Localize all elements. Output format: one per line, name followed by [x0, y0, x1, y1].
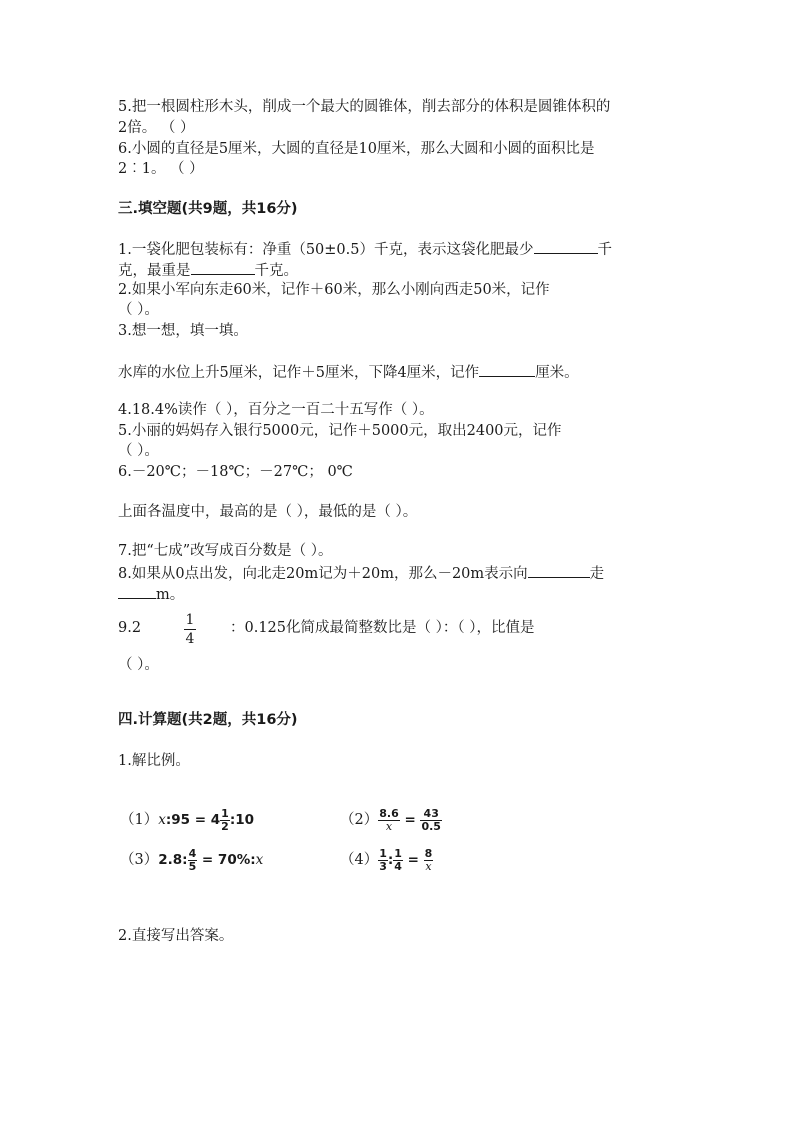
fill-q5-line2: （ ）。 — [118, 443, 159, 459]
equation-text: :95 = 4 — [165, 812, 221, 828]
fraction-denominator: x — [385, 819, 393, 833]
fraction-denominator: 3 — [379, 859, 387, 873]
fill-q6-line1: 6.－20℃；－18℃；－27℃； 0℃ — [118, 464, 353, 480]
calc-q1: 1.解比例。 — [118, 753, 190, 769]
equation-label: （1） — [120, 812, 159, 828]
fill-q1-text-a: 1.一袋化肥包装标有：净重（50±0.5）千克，表示这袋化肥最少 — [118, 242, 534, 258]
fill-q4: 4.18.4%读作（ ），百分之一百二十五写作（ ）。 — [118, 402, 434, 418]
fill-q8-text-a: 8.如果从0点出发，向北走20m记为＋20m，那么－20m表示向 — [118, 566, 528, 582]
equation-label: （2） — [340, 812, 379, 828]
fill-q5-line1: 5.小丽的妈妈存入银行5000元，记作＋5000元，取出2400元，记作 — [118, 423, 562, 439]
fill-q1-line1 — [118, 238, 612, 260]
equation-2 — [340, 802, 442, 838]
fill-q3-line1: 3.想一想，填一填。 — [118, 323, 248, 339]
fraction-numerator: 1 — [221, 806, 229, 820]
fill-q9-fraction — [184, 612, 196, 647]
judge-q6-line1: 6.小圆的直径是5厘米，大圆的直径是10厘米，那么大圆和小圆的面积比是 — [118, 141, 595, 157]
equation-1 — [120, 802, 254, 838]
fraction-denominator: 2 — [221, 819, 229, 833]
fraction-bar — [184, 629, 196, 630]
equation-text: :10 — [229, 812, 254, 828]
answer-blank[interactable] — [191, 259, 255, 275]
fraction-numerator: 4 — [188, 846, 197, 860]
fraction-numerator: 1 — [379, 846, 387, 860]
judge-q6-line2: 2︰1。 （ ） — [118, 161, 204, 177]
answer-blank[interactable] — [118, 583, 156, 599]
fraction — [420, 808, 442, 833]
calc-q2: 2.直接写出答案。 — [118, 928, 234, 944]
fraction-denominator: 4 — [394, 859, 402, 873]
equation-3 — [120, 842, 263, 878]
fraction-denominator: 0.5 — [421, 819, 441, 833]
fill-q2-line2: （ ）。 — [118, 302, 159, 318]
fraction — [378, 848, 388, 873]
answer-blank[interactable] — [528, 562, 590, 578]
fill-q1-text-b: 千 — [597, 242, 612, 258]
section4-title: 四.计算题(共2题，共16分) — [118, 712, 298, 728]
fraction — [188, 848, 198, 873]
fill-q3-text-a: 水库的水位上升5厘米，记作＋5厘米，下降4厘米，记作 — [118, 365, 480, 381]
fraction-denominator: 4 — [185, 631, 195, 647]
judge-q5-line2: 2倍。 （ ） — [118, 120, 195, 136]
fill-q3-line2 — [118, 361, 579, 383]
fill-q6-line2: 上面各温度中，最高的是（ ），最低的是（ ）。 — [118, 504, 418, 520]
fill-q1-text-d: 千克。 — [254, 263, 298, 279]
fraction-denominator: 5 — [188, 859, 197, 873]
fraction — [220, 808, 230, 833]
fill-q9-line2: （ ）。 — [118, 657, 159, 673]
equation-body — [378, 806, 442, 833]
variable-x: x — [158, 812, 166, 828]
fill-q1-line2 — [118, 259, 298, 281]
equation-label: （3） — [120, 852, 159, 868]
variable-x: x — [255, 852, 264, 868]
equals-sign: = — [404, 812, 416, 828]
fraction-numerator: 1 — [185, 612, 195, 628]
fill-q3-text-b: 厘米。 — [535, 365, 579, 381]
fraction-numerator: 8 — [424, 846, 433, 860]
equation-label: （4） — [340, 852, 379, 868]
fraction-numerator: 43 — [420, 808, 442, 821]
equation-body — [378, 846, 433, 873]
fill-q8-line2 — [118, 583, 184, 605]
equals-sign: = — [407, 852, 419, 868]
section3-title: 三.填空题(共9题，共16分) — [118, 201, 298, 217]
fill-q2-line1: 2.如果小军向东走60米，记作＋60米，那么小刚向西走50米，记作 — [118, 282, 550, 298]
fraction-numerator: 8.6 — [379, 806, 399, 820]
fraction — [378, 808, 400, 833]
answer-blank[interactable] — [479, 361, 535, 377]
judge-q5-line1: 5.把一根圆柱形木头，削成一个最大的圆锥体，削去部分的体积是圆锥体积的 — [118, 99, 611, 115]
fill-q8-text-c: m。 — [156, 587, 185, 603]
fill-q7: 7.把“七成”改写成百分数是（ ）。 — [118, 543, 333, 559]
fill-q8-text-b: 走 — [589, 566, 605, 582]
equation-4 — [340, 842, 433, 878]
fill-q8-line1 — [118, 562, 604, 584]
equation-text: 2.8: — [158, 852, 188, 868]
equation-body — [158, 846, 264, 873]
fraction — [393, 848, 403, 873]
fraction-numerator: 1 — [394, 846, 402, 860]
fill-q9-prefix: 9.2 — [118, 620, 142, 636]
fraction — [424, 848, 434, 873]
equation-text: = 70%: — [201, 852, 256, 868]
fill-q9-rest: ：0.125化简成最简整数比是（ ）：（ ），比值是 — [230, 620, 535, 636]
fill-q1-text-c: 克，最重是 — [118, 263, 191, 279]
fraction-denominator: x — [425, 859, 432, 873]
equation-body — [158, 806, 254, 833]
colon: : — [387, 852, 394, 868]
answer-blank[interactable] — [534, 238, 598, 254]
